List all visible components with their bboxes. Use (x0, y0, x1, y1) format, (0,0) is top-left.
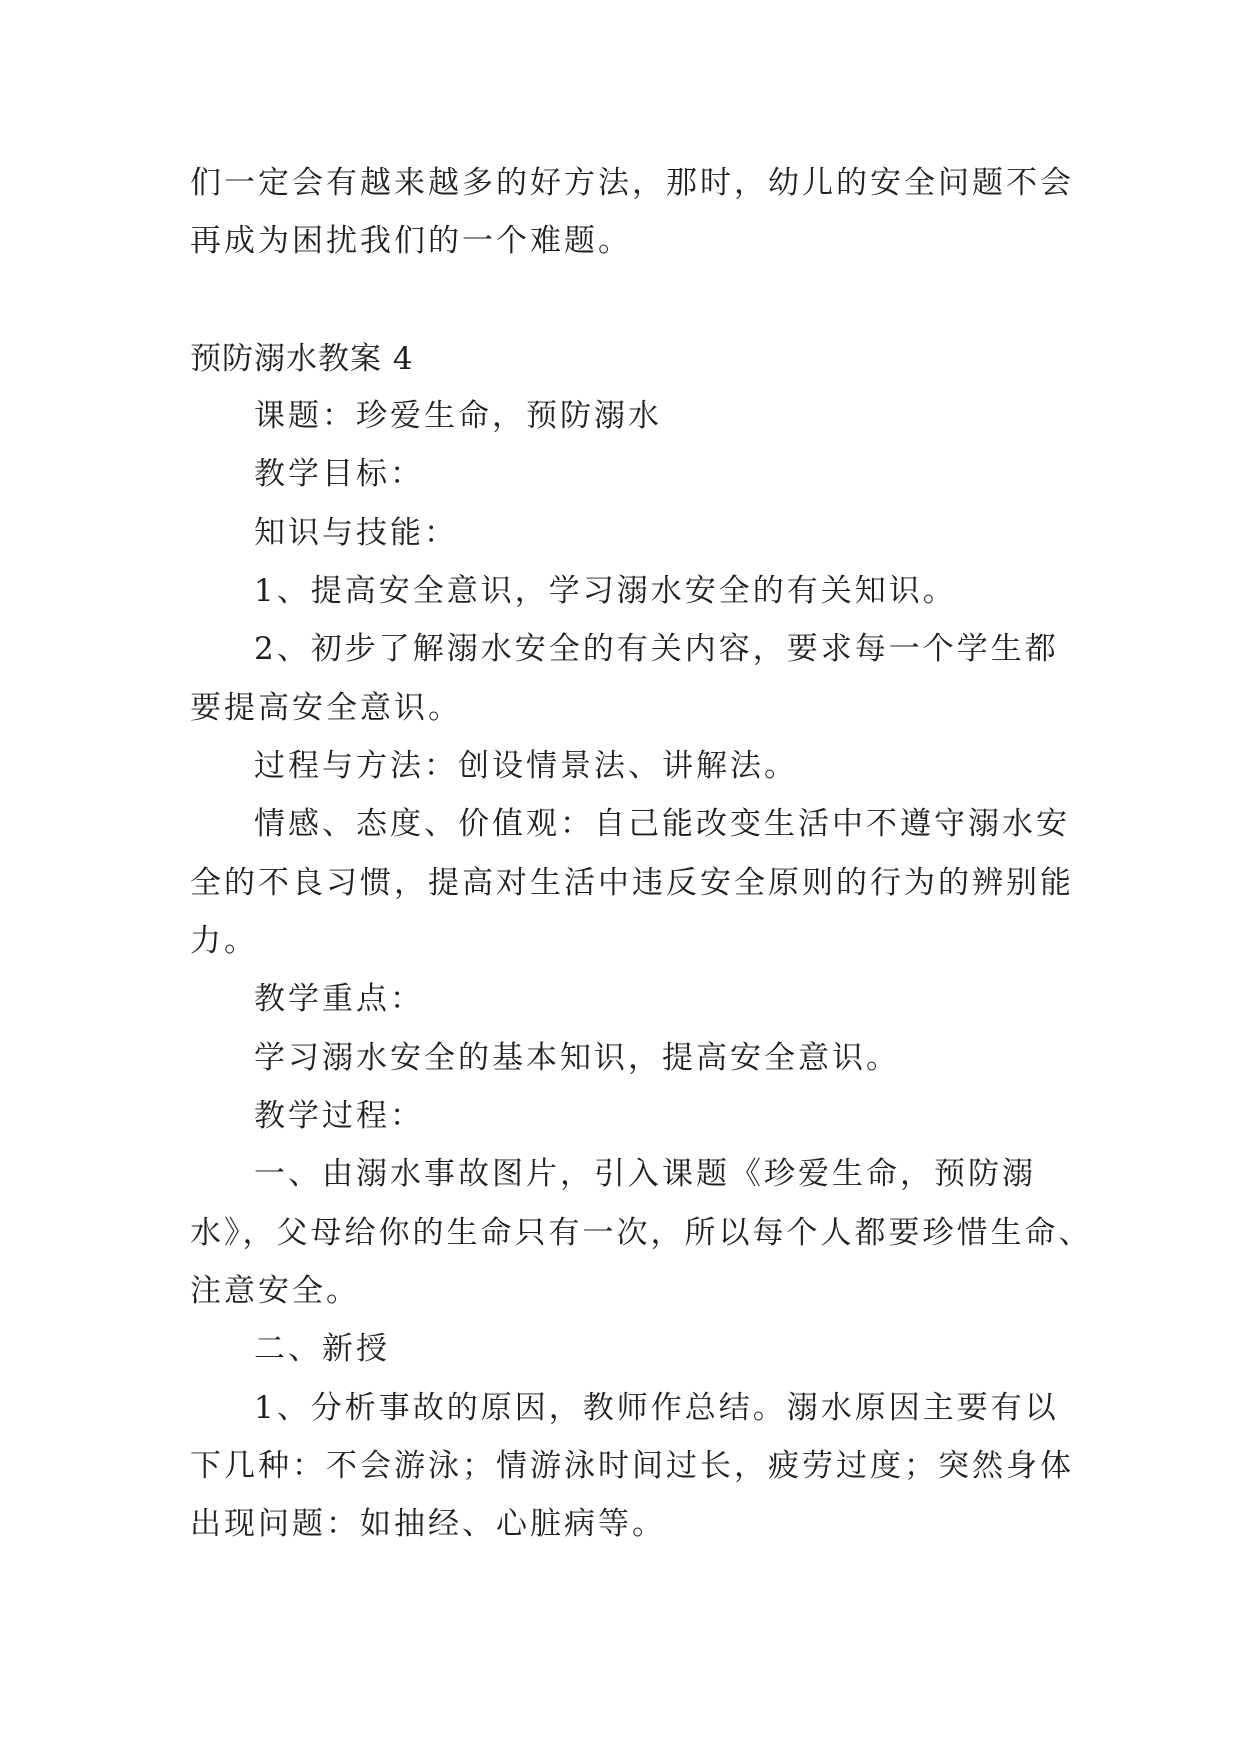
step-1-line: 水》，父母给你的生命只有一次，所以每个人都要珍惜生命、 (190, 1215, 1093, 1251)
process-method: 过程与方法：创设情景法、讲解法。 (254, 748, 798, 784)
goal-1: 1、提高安全意识，学习溺水安全的有关知识。 (254, 573, 957, 609)
paragraph-line: 们一定会有越来越多的好方法，那时，幼儿的安全问题不会 (190, 165, 1074, 201)
step-1-line: 一、由溺水事故图片，引入课题《珍爱生命，预防溺 (254, 1156, 1036, 1192)
goals-label: 教学目标： (254, 456, 424, 492)
step-2-1-line: 下几种：不会游泳；情游泳时间过长，疲劳过度；突然身体 (190, 1448, 1074, 1484)
topic-line: 课题：珍爱生命，预防溺水 (254, 398, 662, 434)
paragraph-line: 再成为困扰我们的一个难题。 (190, 223, 632, 259)
process-label: 教学过程： (254, 1098, 424, 1134)
step-2-1-line: 出现问题：如抽经、心脏病等。 (190, 1506, 666, 1542)
step-2: 二、新授 (254, 1331, 390, 1367)
focus-text: 学习溺水安全的基本知识，提高安全意识。 (254, 1040, 900, 1076)
step-2-1-line: 1、分析事故的原因，教师作总结。溺水原因主要有以 (254, 1390, 1059, 1426)
attitude-line: 情感、态度、价值观：自己能改变生活中不遵守溺水安 (254, 806, 1070, 842)
attitude-line: 力。 (190, 923, 258, 959)
goal-2-line: 2、初步了解溺水安全的有关内容，要求每一个学生都 (254, 631, 1059, 667)
knowledge-label: 知识与技能： (254, 515, 458, 551)
section-heading: 预防溺水教案 4 (190, 341, 414, 377)
focus-label: 教学重点： (254, 981, 424, 1017)
step-1-line: 注意安全。 (190, 1273, 360, 1309)
goal-2-line: 要提高安全意识。 (190, 690, 462, 726)
attitude-line: 全的不良习惯，提高对生活中违反安全原则的行为的辨别能 (190, 865, 1074, 901)
